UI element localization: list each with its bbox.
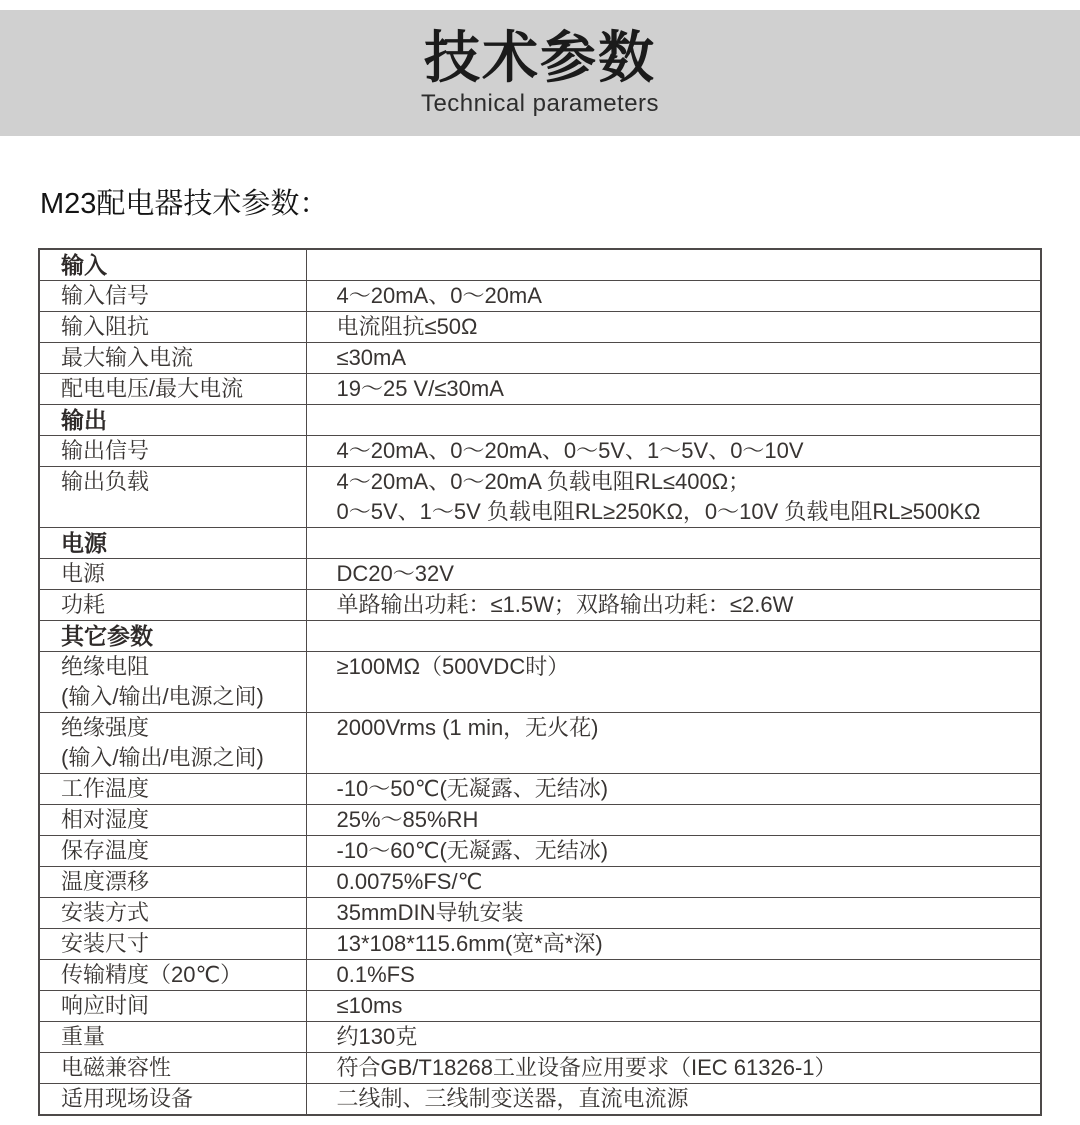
- table-row: [39, 374, 1041, 405]
- param-name-text: 电源: [61, 561, 106, 586]
- param-name-text: (输入/输出/电源之间): [61, 745, 264, 770]
- param-name-text: 输出负载: [61, 469, 150, 494]
- page-subtitle: Technical parameters: [420, 90, 660, 117]
- param-value-cell: [306, 713, 1041, 774]
- table-row: [39, 1053, 1041, 1084]
- param-value-text: 25%～85%RH: [336, 807, 479, 832]
- section-row: [39, 621, 1041, 652]
- param-value-cell: [306, 652, 1041, 713]
- param-name-text: 温度漂移: [61, 869, 150, 894]
- param-value-cell: [306, 590, 1041, 621]
- param-name-cell: [39, 1053, 306, 1084]
- param-value-text: 约130克: [336, 1024, 418, 1049]
- param-value-text: ≥100MΩ（500VDC时）: [336, 654, 570, 679]
- table-row: [39, 836, 1041, 867]
- param-name-text: 输入阻抗: [61, 314, 150, 339]
- param-value-cell: [306, 405, 1041, 436]
- section-row: [39, 528, 1041, 559]
- param-name-text: 传输精度（20℃）: [61, 962, 243, 987]
- param-value-text: 符合GB/T18268工业设备应用要求（IEC 61326-1）: [336, 1055, 837, 1080]
- table-row: [39, 867, 1041, 898]
- param-value-text: -10～50℃(无凝露、无结冰): [336, 776, 609, 801]
- param-value-cell: [306, 621, 1041, 652]
- param-name-cell: [39, 867, 306, 898]
- param-name-text: 响应时间: [61, 993, 150, 1018]
- param-name-text: 配电电压/最大电流: [61, 376, 244, 401]
- param-name-text: 输入信号: [61, 283, 150, 308]
- param-value-cell: [306, 436, 1041, 467]
- param-value-cell: [306, 559, 1041, 590]
- table-row: [39, 929, 1041, 960]
- param-value-text: 2000Vrms (1 min，无火花): [336, 715, 599, 740]
- param-name-cell: [39, 774, 306, 805]
- param-name-cell: [39, 991, 306, 1022]
- table-row: [39, 590, 1041, 621]
- param-value-cell: [306, 898, 1041, 929]
- param-name-cell: [39, 312, 306, 343]
- param-value-cell: [306, 774, 1041, 805]
- param-name-text: 输出信号: [61, 438, 150, 463]
- table-row: [39, 343, 1041, 374]
- spec-table-body: [39, 249, 1041, 1115]
- param-value-cell: [306, 805, 1041, 836]
- param-name-text: 相对湿度: [61, 807, 150, 832]
- table-row: [39, 467, 1041, 528]
- param-value-cell: [306, 929, 1041, 960]
- param-name-cell: [39, 528, 306, 559]
- spec-table: [38, 248, 1042, 1116]
- param-value-text: 单路输出功耗：≤1.5W；双路输出功耗：≤2.6W: [336, 592, 794, 617]
- param-value-cell: [306, 836, 1041, 867]
- param-name-text: 绝缘强度: [61, 715, 150, 740]
- table-row: [39, 960, 1041, 991]
- param-name-text: 重量: [61, 1024, 106, 1049]
- param-value-text: 二线制、三线制变送器，直流电流源: [336, 1086, 689, 1111]
- param-value-text: 19～25 V/≤30mA: [336, 376, 504, 401]
- param-value-text: ≤10ms: [336, 993, 403, 1018]
- page-title: 技术参数: [424, 26, 656, 89]
- param-name-text: (输入/输出/电源之间): [61, 684, 264, 709]
- param-name-cell: [39, 836, 306, 867]
- param-name-text: 安装尺寸: [61, 931, 150, 956]
- param-name-cell: [39, 559, 306, 590]
- param-name-cell: [39, 590, 306, 621]
- table-row: [39, 898, 1041, 929]
- param-name-cell: [39, 467, 306, 528]
- param-value-text: ≤30mA: [336, 345, 407, 370]
- param-name-cell: [39, 898, 306, 929]
- param-name-text: 保存温度: [61, 838, 150, 863]
- param-name-cell: [39, 1022, 306, 1053]
- param-name-text: 工作温度: [61, 776, 150, 801]
- param-name-text: 安装方式: [61, 900, 150, 925]
- param-value-text: 35mmDIN导轨安装: [336, 900, 524, 925]
- param-value-cell: [306, 528, 1041, 559]
- table-row: [39, 281, 1041, 312]
- param-value-text: DC20～32V: [336, 561, 454, 586]
- param-name-text: 电磁兼容性: [61, 1055, 172, 1080]
- table-row: [39, 559, 1041, 590]
- param-name-text: 最大输入电流: [61, 345, 194, 370]
- param-value-cell: [306, 960, 1041, 991]
- param-name-cell: [39, 405, 306, 436]
- param-value-text: 0～5V、1～5V 负载电阻RL≥250KΩ，0～10V 负载电阻RL≥500KΩ: [336, 499, 981, 524]
- table-row: [39, 312, 1041, 343]
- param-value-text: 0.0075%FS/℃: [336, 869, 483, 894]
- param-name-cell: [39, 436, 306, 467]
- table-row: [39, 713, 1041, 774]
- param-value-text: 13*108*115.6mm(宽*高*深): [336, 931, 603, 956]
- param-value-text: 0.1%FS: [336, 962, 415, 987]
- param-value-text: 4～20mA、0～20mA 负载电阻RL≤400Ω；: [336, 469, 751, 494]
- section-heading: M23配电器技术参数：: [40, 188, 329, 220]
- param-value-cell: [306, 991, 1041, 1022]
- param-name-cell: [39, 343, 306, 374]
- param-value-cell: [306, 467, 1041, 528]
- param-value-cell: [306, 1053, 1041, 1084]
- param-value-cell: [306, 867, 1041, 898]
- table-row: [39, 805, 1041, 836]
- param-name-cell: [39, 960, 306, 991]
- param-name-cell: [39, 805, 306, 836]
- header-band: [0, 10, 1080, 136]
- param-name-text: 功耗: [61, 592, 106, 617]
- param-name-text: 电源: [61, 530, 107, 556]
- table-row: [39, 774, 1041, 805]
- table-row: [39, 652, 1041, 713]
- param-value-cell: [306, 281, 1041, 312]
- param-value-cell: [306, 343, 1041, 374]
- param-name-cell: [39, 281, 306, 312]
- table-row: [39, 436, 1041, 467]
- param-value-text: 电流阻抗≤50Ω: [336, 314, 478, 339]
- param-name-cell: [39, 249, 306, 281]
- param-value-text: 4～20mA、0～20mA、0～5V、1～5V、0～10V: [336, 438, 804, 463]
- param-value-cell: [306, 374, 1041, 405]
- param-name-cell: [39, 1084, 306, 1116]
- table-row: [39, 1084, 1041, 1116]
- param-value-text: -10～60℃(无凝露、无结冰): [336, 838, 609, 863]
- param-value-cell: [306, 249, 1041, 281]
- section-row: [39, 249, 1041, 281]
- param-name-cell: [39, 652, 306, 713]
- table-row: [39, 991, 1041, 1022]
- param-value-text: 4～20mA、0～20mA: [336, 283, 542, 308]
- param-name-cell: [39, 929, 306, 960]
- param-name-text: 其它参数: [61, 623, 153, 649]
- param-name-text: 输出: [61, 407, 107, 433]
- section-row: [39, 405, 1041, 436]
- param-value-cell: [306, 312, 1041, 343]
- param-value-cell: [306, 1084, 1041, 1116]
- table-row: [39, 1022, 1041, 1053]
- param-name-cell: [39, 713, 306, 774]
- param-name-text: 绝缘电阻: [61, 654, 150, 679]
- param-name-text: 适用现场设备: [61, 1086, 194, 1111]
- param-name-text: 输入: [61, 252, 107, 278]
- param-value-cell: [306, 1022, 1041, 1053]
- param-name-cell: [39, 374, 306, 405]
- param-name-cell: [39, 621, 306, 652]
